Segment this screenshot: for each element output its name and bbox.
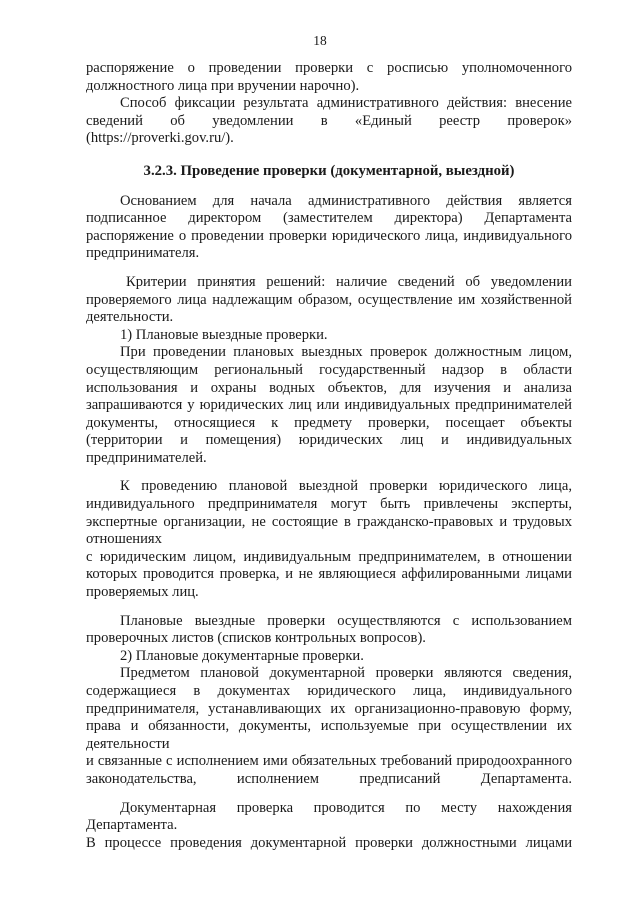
page-body xyxy=(86,60,572,852)
paragraph-experts-part1: К проведению плановой выездной проверки юридического лица, индивидуального предпринимателя могут быть привлечены эксперты, экспертные организации, не состоящие в гражданско-правовых и трудовых отношениях xyxy=(86,478,572,548)
paragraph-planned-onsite-title: 1) Плановые выездные проверки. xyxy=(120,326,328,343)
paragraph-checklists: Плановые выездные проверки осуществляются с использованием проверочных листов (списков контрольных вопросов). xyxy=(86,612,572,647)
paragraph-documentary-subject-part1: Предметом плановой документарной проверки являются сведения, содержащиеся в документах юридического лица, индивидуального предпринимателя, устанавливающих их организационно-правовую форму, права и обязанности, документы, используемые при осуществлении их деятельности xyxy=(86,665,572,752)
paragraph-documentary-location: Документарная проверка проводится по месту нахождения Департамента. xyxy=(86,799,572,834)
paragraph-decision-criteria: Критерии принятия решений: наличие сведений об уведомлении проверяемого лица надлежащим образом, осуществление им хозяйственной деятельности. xyxy=(86,273,572,326)
paragraph-experts-part2: с юридическим лицом, индивидуальным предпринимателем, в отношении которых проводится проверка, и не являющиеся аффилированными лицами проверяемых лиц. xyxy=(86,548,572,601)
section-heading: 3.2.3. Проведение проверки (документарной, выездной) xyxy=(143,162,515,179)
page-number: 18 xyxy=(313,33,327,48)
paragraph-documentary-subject-part2: и связанные с исполнением ими обязательных требований природоохранного законодательства, исполнением предписаний Департамента. xyxy=(86,753,572,787)
paragraph-order-delivery: распоряжение о проведении проверки с росписью уполномоченного должностного лица при вручении нарочно). xyxy=(86,60,572,94)
paragraph-fixation-method: Способ фиксации результата административного действия: внесение сведений об уведомлении в «Единый реестр проверок» (https://proverki.gov.ru/). xyxy=(86,95,572,147)
paragraph-onsite-inspection-procedure: При проведении плановых выездных проверок должностным лицом, осуществляющим региональный государственный надзор в области использования и охраны водных объектов, для изучения и анализа запрашиваются у юридических лиц или индивидуальных предпринимателей документы, относящиеся к предмету проверки, посещает объекты (территории и помещения) юридических лиц и индивидуальных предпринимателей. xyxy=(86,344,572,466)
paragraph-basis: Основанием для начала административного действия является подписанное директором (заместителем директора) Департамента распоряжение о проведении проверки юридического лица, индивидуального предпринимателя. xyxy=(86,192,572,262)
paragraph-planned-documentary-title: 2) Плановые документарные проверки. xyxy=(120,647,364,664)
paragraph-documentary-process: В процессе проведения документарной проверки должностными лицами xyxy=(86,834,572,851)
